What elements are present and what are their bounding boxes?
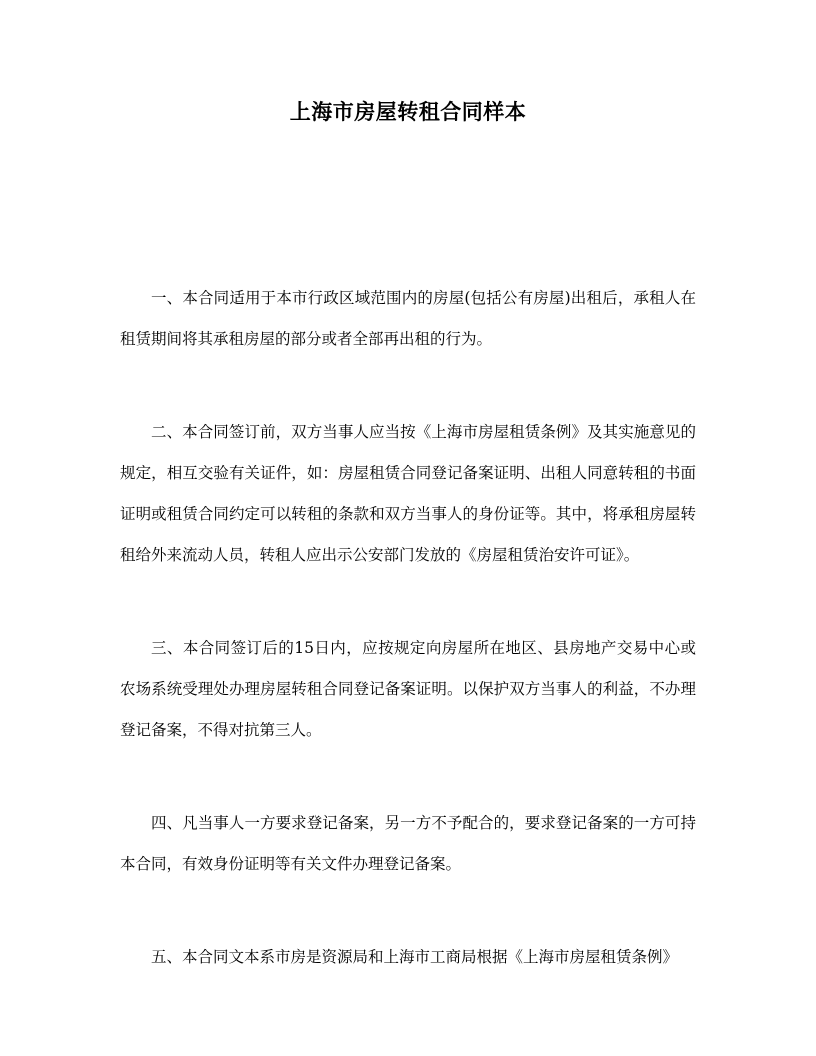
paragraph-4: 四、凡当事人一方要求登记备案，另一方不予配合的，要求登记备案的一方可持本合同，有效身份证明等有关文件办理登记备案。 [120, 814, 696, 873]
paragraph-2: 二、本合同签订前，双方当事人应当按《上海市房屋租赁条例》及其实施意见的规定，相互交验有关证件，如：房屋租赁合同登记备案证明、出租人同意转租的书面证明或租赁合同约定可以转租的条款和双方当事人的身份证等。其中，将承租房屋转租给外来流动人员，转租人应出示公安部门发放的《房屋租赁治安许可证》。 [120, 423, 696, 564]
paragraph-5: 五、本合同文本系市房是资源局和上海市工商局根据《上海市房屋租赁条例》 [151, 948, 679, 966]
document-title: 上海市房屋转租合同样本 [289, 99, 527, 124]
paragraph-1: 一、本合同适用于本市行政区域范围内的房屋(包括公有房屋)出租后，承租人在租赁期间将其承租房屋的部分或者全部再出租的行为。 [120, 289, 696, 348]
paragraph-3: 三、本合同签订后的15日内，应按规定向房屋所在地区、县房地产交易中心或农场系统受理处办理房屋转租合同登记备案证明。以保护双方当事人的利益，不办理登记备案，不得对抗第三人。 [120, 639, 696, 739]
document-body [120, 278, 696, 1030]
